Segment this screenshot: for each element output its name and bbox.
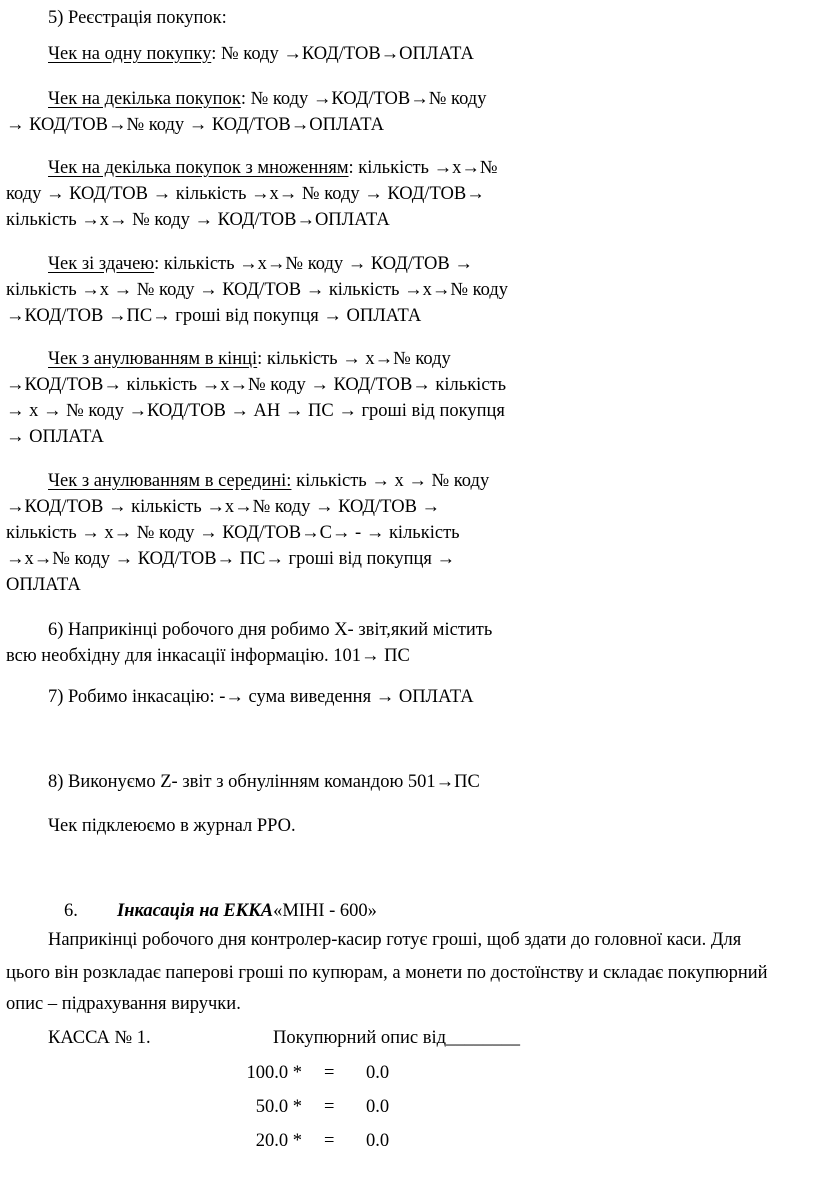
denom-eq: = — [324, 1131, 335, 1151]
step-6-line-1: 6) Наприкінці робочого дня робимо Х- звіт,який містить — [48, 620, 493, 640]
receipt-mult-text: : кількість →х→№ — [348, 158, 498, 178]
receipt-cancel-end-text: : кількість → х→№ коду — [257, 349, 451, 369]
receipt-change-line-1 — [48, 255, 473, 274]
journal-note: Чек підклеюємо в журнал РРО. — [48, 816, 296, 836]
section-5-heading: 5) Реєстрація покупок: — [48, 8, 227, 28]
receipt-cancel-end-line-1 — [48, 350, 451, 369]
receipt-change-line-3: →КОД/ТОВ →ПС→ гроші від покупця → ОПЛАТА — [6, 306, 422, 326]
section-6-para-line-2: цього він розкладає паперові гроші по купюрам, а монети по достоїнству и складає покупюрний — [6, 963, 768, 983]
step-6-line-2: всю необхідну для інкасації інформацію. 101→ ПС — [6, 646, 410, 666]
receipt-cancel-mid-label: Чек з анулюванням в середині: — [48, 471, 292, 491]
receipt-cancel-end-line-3: → х → № коду →КОД/ТОВ → АН → ПС → гроші від покупця — [6, 401, 505, 421]
receipt-multi-text: : № коду →КОД/ТОВ→№ коду — [240, 89, 487, 109]
step-8-line-1: 8) Виконуємо Z- звіт з обнулінням командою 501→ПС — [48, 772, 480, 792]
denom-total: 0.0 — [366, 1131, 390, 1151]
receipt-multi-line-1 — [48, 90, 486, 109]
denom-value: 100.0 * — [246, 1063, 302, 1083]
receipt-mult-line-2: коду → КОД/ТОВ → кількість →х→ № коду → КОД/ТОВ→ — [6, 184, 485, 204]
receipt-cancel-mid-text: кількість → х → № коду — [291, 471, 490, 491]
receipt-multi-label: Чек на декілька покупок — [48, 89, 241, 109]
step-7-line-1: 7) Робимо інкасацію: -→ сума виведення → ОПЛАТА — [48, 687, 474, 707]
section-6-title — [117, 902, 377, 921]
denom-total: 0.0 — [366, 1097, 390, 1117]
receipt-cancel-mid-line-3: кількість → х→ № коду → КОД/ТОВ→С→ - → кількість — [6, 523, 460, 543]
kassa-label: КАССА № 1. — [48, 1028, 151, 1048]
section-6-number: 6. — [64, 901, 78, 921]
section-6-title-bold: Інкасація на ЕККА — [117, 901, 274, 921]
receipt-single-label: Чек на одну покупку — [48, 44, 212, 64]
denom-total: 0.0 — [366, 1063, 390, 1083]
receipt-cancel-mid-line-2: →КОД/ТОВ → кількість →х→№ коду → КОД/ТОВ → — [6, 497, 441, 517]
receipt-mult-label: Чек на декілька покупок з множенням — [48, 158, 349, 178]
banknote-inventory-label: Покупюрний опис від________ — [273, 1028, 521, 1048]
receipt-change-text: : кількість →х→№ коду → КОД/ТОВ → — [154, 254, 473, 274]
receipt-change-line-2: кількість →х → № коду → КОД/ТОВ → кількість →х→№ коду — [6, 280, 509, 300]
section-6-para-line-3: опис – підрахування виручки. — [6, 994, 241, 1014]
denom-eq: = — [324, 1097, 335, 1117]
denom-eq: = — [324, 1063, 335, 1083]
denom-value: 20.0 * — [255, 1131, 302, 1151]
receipt-cancel-mid-line-5: ОПЛАТА — [6, 575, 81, 595]
receipt-single-line-1 — [48, 45, 474, 64]
section-6-title-rest: «МІНІ - 600» — [273, 901, 377, 921]
receipt-cancel-mid-line-4: →х→№ коду → КОД/ТОВ→ ПС→ гроші від покупця → — [6, 549, 456, 569]
receipt-mult-line-3: кількість →х→ № коду → КОД/ТОВ→ОПЛАТА — [6, 210, 390, 230]
section-6-para-line-1: Наприкінці робочого дня контролер-касир готує гроші, щоб здати до головної каси. Для — [48, 930, 742, 950]
receipt-multi-line-2: → КОД/ТОВ→№ коду → КОД/ТОВ→ОПЛАТА — [6, 115, 384, 135]
receipt-cancel-end-label: Чек з анулюванням в кінці — [48, 349, 258, 369]
receipt-change-label: Чек зі здачею — [48, 254, 155, 274]
receipt-cancel-end-line-2: →КОД/ТОВ→ кількість →х→№ коду → КОД/ТОВ→ кількість — [6, 375, 507, 395]
receipt-mult-line-1 — [48, 159, 498, 178]
receipt-cancel-mid-line-1 — [48, 472, 489, 491]
receipt-cancel-end-line-4: → ОПЛАТА — [6, 427, 104, 447]
receipt-single-text: : № коду →КОД/ТОВ→ОПЛАТА — [211, 44, 474, 64]
denom-value: 50.0 * — [255, 1097, 302, 1117]
